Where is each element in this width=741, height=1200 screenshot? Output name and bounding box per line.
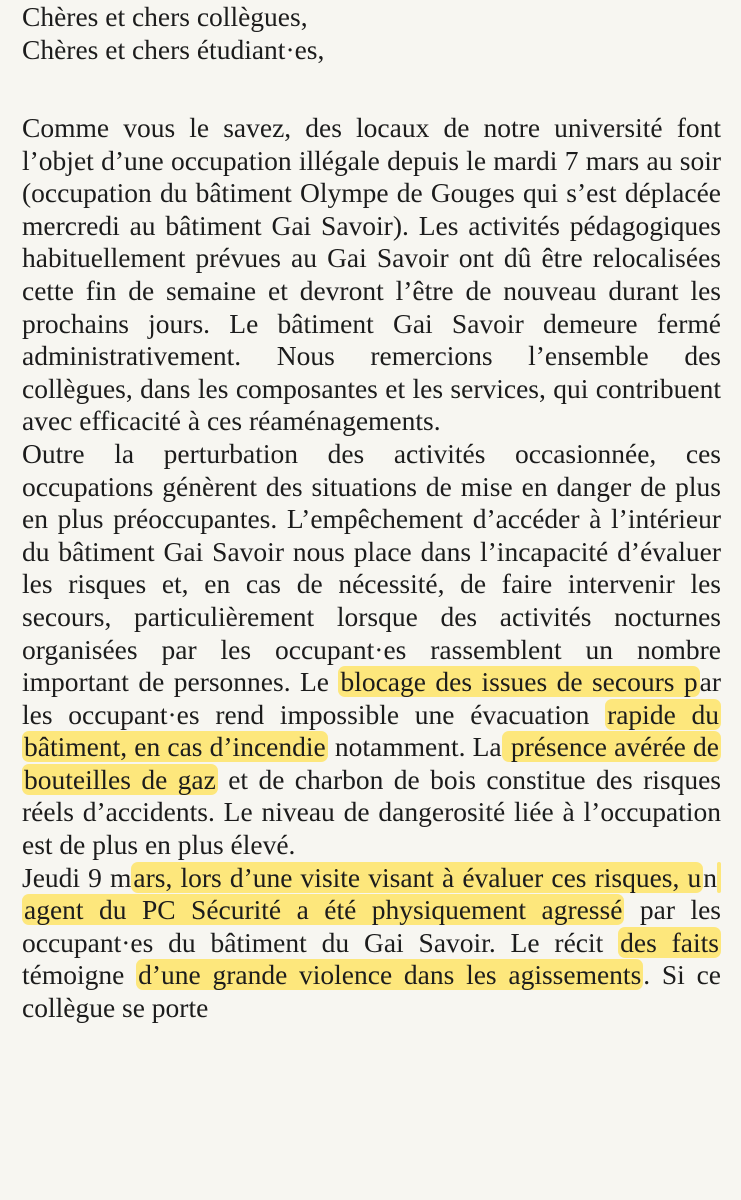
text-segment: ar les occupant·es rend impossible une évacuation [22, 666, 722, 730]
text-segment: Outre la perturbation des activités occasionnée, ces occupations génèrent des situations de mise en danger de plus en plus préoccupantes. L’empêchement d’accéder à l’intérieur du bâtiment Gai Savoir nous place dans l’incapacité d’évaluer les risques et, en cas de nécessité, de faire intervenir les secours, particulièrement lorsque des activités nocturnes organisées par les occupant·es rassemblent un nombre important de personnes. Le [22, 437, 721, 698]
salutation [22, 0, 324, 66]
text-segment: n [703, 861, 717, 893]
highlight-fire-evacuation: rapide du bâtiment, en cas d’incendie [24, 698, 719, 763]
highlight-gas-bottles: présence avérée de bouteilles de gaz [24, 731, 720, 795]
text-segment: notamment. La [327, 731, 502, 763]
highlight-agent-assaulted: agent du PC Sécurité a été physiquement agressé [22, 862, 721, 926]
salutation-students: Chères et chers étudiant·es, [22, 34, 325, 65]
text-segment: par les occupant·es du bâtiment du Gai Savoir. Le récit [22, 894, 721, 958]
highlight-emergency-exits: blocage des issues de secours p [340, 666, 698, 698]
text-segment: . Si ce collègue se porte [22, 959, 721, 1024]
text-segment: et de charbon de bois constitue des risques réels d’accidents. Le niveau de dangerosité liée à l’occupation est de plus en plus élevé. [22, 763, 721, 861]
salutation-colleagues: Chères et chers collègues, [22, 1, 308, 32]
highlight-violence: d’une grande violence dans les agissements [138, 959, 642, 991]
paragraph-occupation: Comme vous le savez, des locaux de notre université font l’objet d’une occupation illégale depuis le mardi 7 mars au soir (occupation du bâtiment Olympe de Gouges qui s’est déplacée mercredi au bâtiment Gai Savoir). Les activités pédagogiques habituellement prévues au Gai Savoir ont dû être relocalisées cette fin de semaine et devront l’être de nouveau durant les prochains jours. Le bâtiment Gai Savoir demeure fermé administrativement. Nous remercions l’ensemble des collègues, dans les composantes et les services, qui contribuent avec efficacité à ces réaménagements. [22, 112, 721, 437]
text-segment: témoigne [22, 959, 137, 991]
letter-body [22, 112, 721, 1025]
paragraph-dangers [22, 438, 721, 862]
highlight-facts: des faits [620, 926, 719, 958]
paragraph-assault [22, 862, 721, 1025]
text-segment: Jeudi 9 m [22, 861, 132, 893]
highlight-visit-risks: ars, lors d’une visite visant à évaluer ces risques, u [133, 861, 702, 893]
